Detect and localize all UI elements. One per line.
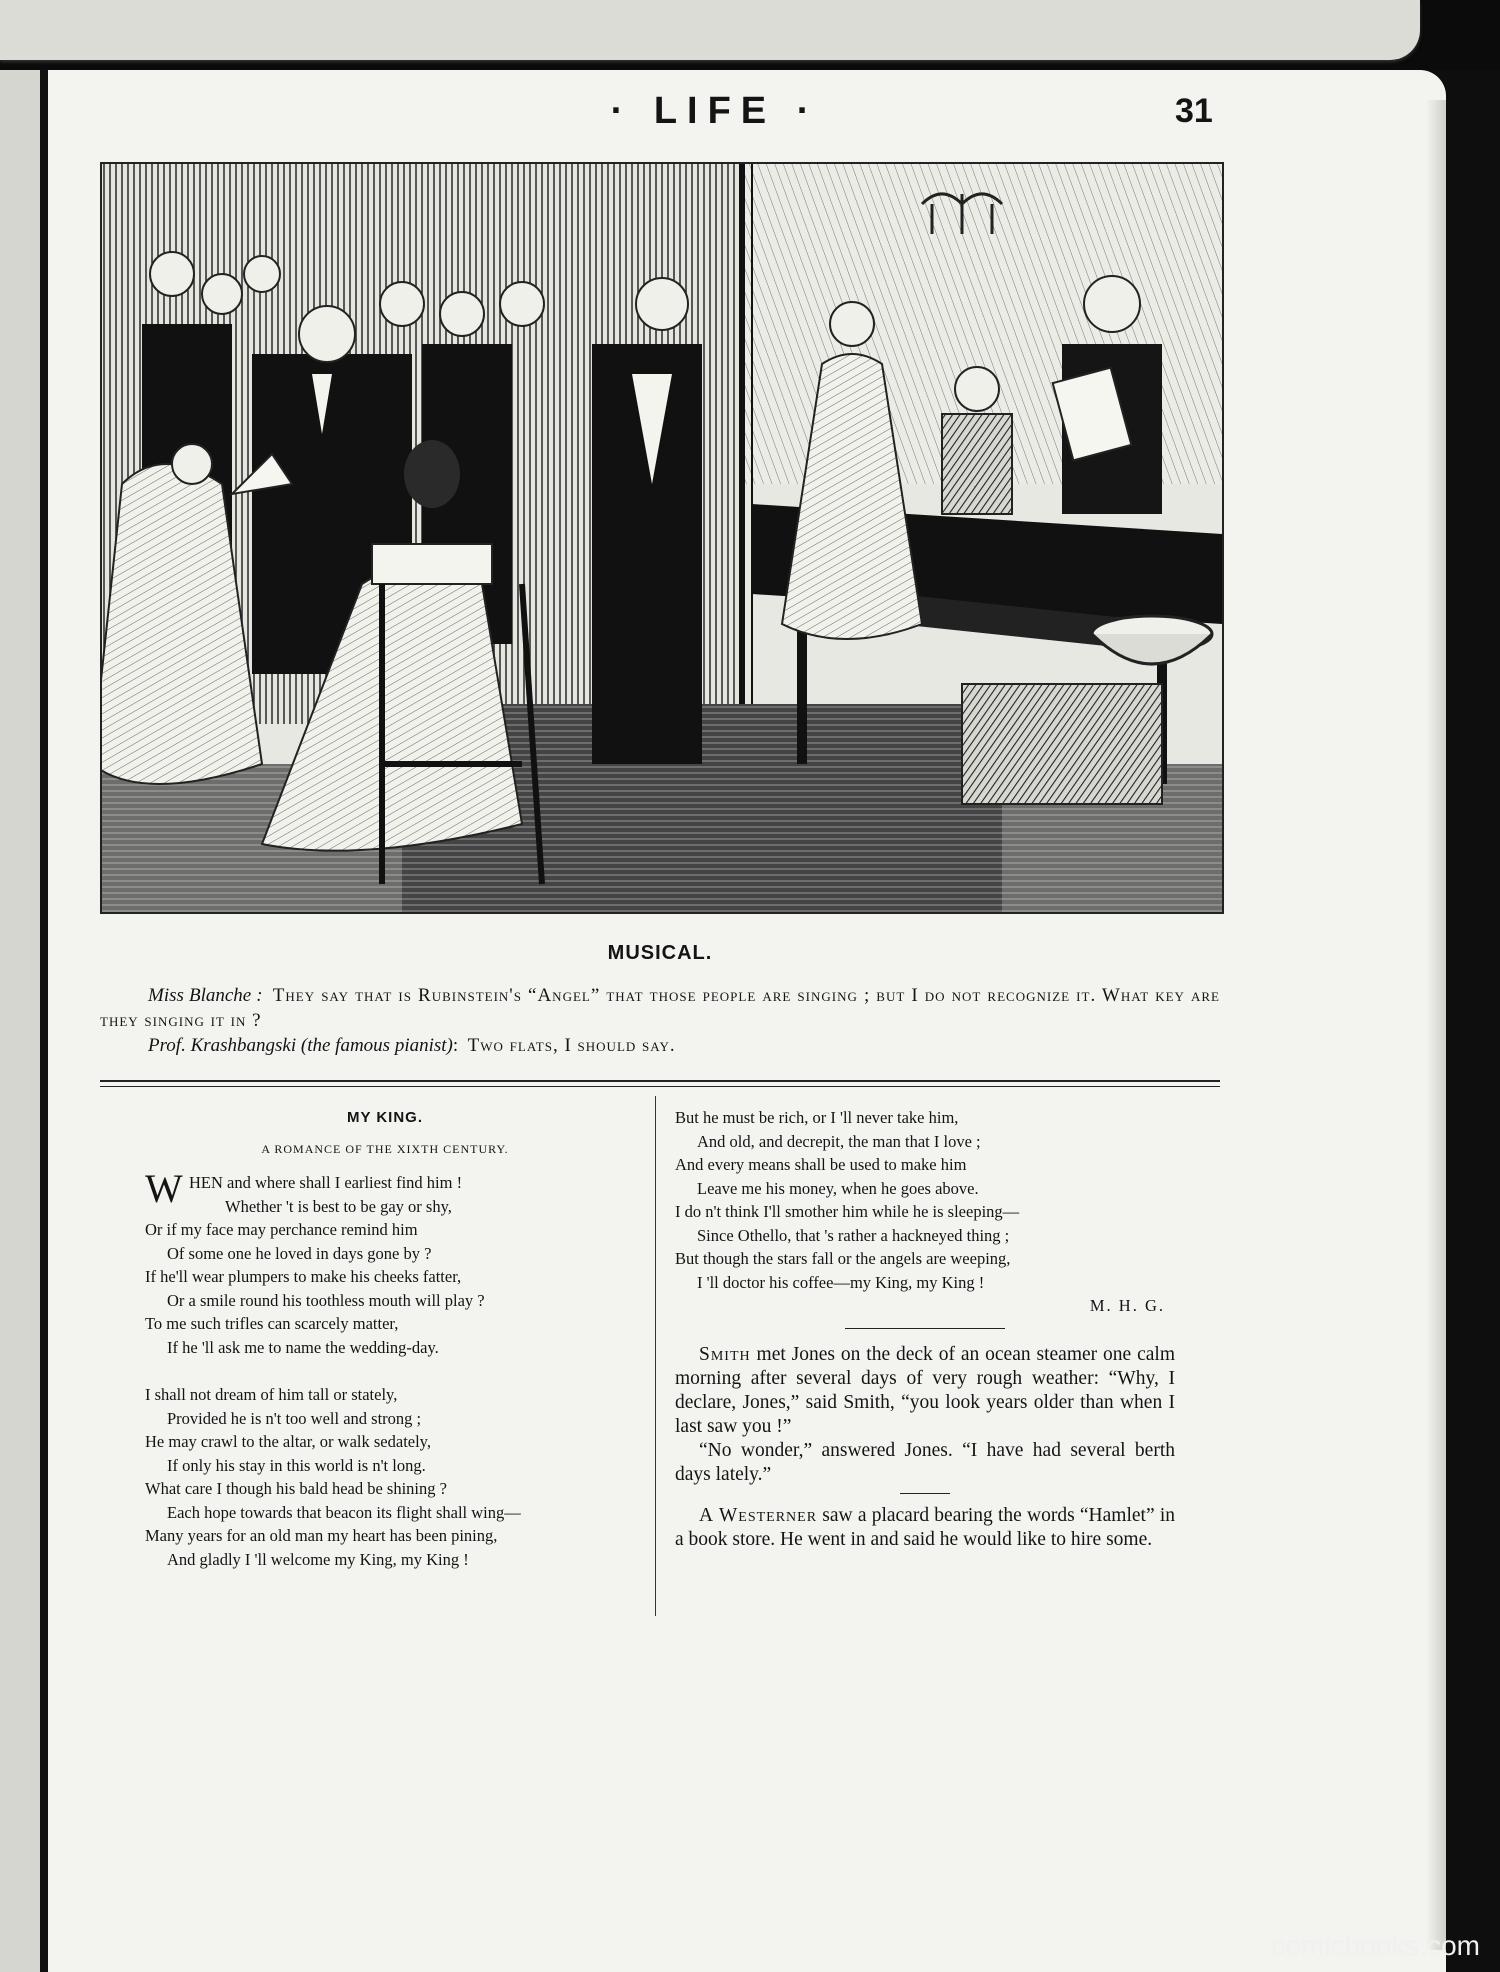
poem-line: Of some one he loved in days gone by ? [167, 1243, 432, 1263]
cartoon-illustration [100, 162, 1224, 914]
speaker-aside: (the famous pianist) [300, 1035, 453, 1056]
poem-title: MY KING. [346, 1109, 424, 1126]
poem-line: But though the stars fall or the angels are weeping, [675, 1249, 1011, 1268]
poem-column-right [675, 1106, 1175, 1552]
previous-page-edge [0, 0, 1420, 60]
joke-smith-jones-reply: “No wonder,” answered Jones. “I have had several berth days lately.” [675, 1439, 1175, 1485]
poem-line: If only his stay in this world is n't long. [167, 1455, 426, 1475]
speaker-miss-blanche: Miss Blanche : [148, 985, 263, 1006]
divider-rule [845, 1328, 1005, 1329]
poem-line: And old, and decrepit, the man that I love ; [697, 1131, 981, 1151]
binding-rule [40, 70, 48, 1972]
column-divider [655, 1096, 656, 1616]
poem-line: What care I though his bald head be shining ? [145, 1479, 447, 1498]
poem-line: He may crawl to the altar, or walk sedately, [145, 1432, 431, 1451]
poem-line: Each hope towards that beacon its flight shall wing— [167, 1502, 521, 1522]
page-number: 31 [1175, 92, 1213, 130]
caption-title: MUSICAL. [607, 942, 713, 964]
poem-line: I shall not dream of him tall or stately, [145, 1385, 398, 1404]
section-rule-thin [100, 1086, 1220, 1087]
divider-rule-short [900, 1493, 950, 1494]
poem-line: Whether 't is best to be gay or shy, [225, 1196, 452, 1216]
joke-westerner: A Westerner saw a placard bearing the words “Hamlet” in a book store. He went in and said he would like to hire some. [675, 1504, 1175, 1550]
poem-line: If he'll wear plumpers to make his cheeks fatter, [145, 1267, 462, 1286]
joke-smith-jones: Smith met Jones on the deck of an ocean steamer one calm morning after several days of very rough weather: “Why, I declare, Jones,” said Smith, “you look years older than when I last saw you !” [675, 1343, 1175, 1437]
poem-line: Provided he is n't too well and strong ; [167, 1408, 422, 1428]
poem-line: Leave me his money, when he goes above. [697, 1178, 979, 1198]
poem-subtitle: A ROMANCE OF THE XIXTH CENTURY. [261, 1141, 509, 1156]
poem-line: And every means shall be used to make him [675, 1155, 967, 1174]
site-watermark: comicbooks.com [1271, 1930, 1480, 1961]
magazine-title: · LIFE · [610, 90, 820, 132]
dialogue-line-1: They say that is Rubinstein's “Angel” that those people are singing ; but I do not recognize it. What key are they singing it in ? [100, 985, 1221, 1031]
poem-line: To me such trifles can scarcely matter, [145, 1314, 399, 1333]
poem-line: If he 'll ask me to name the wedding-day. [167, 1337, 439, 1357]
left-page-edge [0, 70, 40, 1972]
poem-signature: M. H. G. [1089, 1296, 1165, 1315]
poem-line: W HEN and where shall I earliest find him ! [145, 1166, 463, 1211]
poem-line: And gladly I 'll welcome my King, my King ! [167, 1549, 469, 1569]
poem-line: Since Othello, that 's rather a hackneyed thing ; [697, 1225, 1010, 1245]
poem-line: Or a smile round his toothless mouth will play ? [167, 1290, 485, 1310]
speaker-prof-krashbangski: Prof. Krashbangski [148, 1035, 297, 1056]
section-rule [100, 1080, 1220, 1082]
poem-line: Many years for an old man my heart has been pining, [145, 1526, 498, 1545]
dialogue-line-2: Two flats, I should say. [467, 1035, 676, 1056]
poem-line: I 'll doctor his coffee—my King, my King ! [697, 1272, 985, 1292]
poem-line: Or if my face may perchance remind him [145, 1220, 418, 1239]
cartoon-caption: Miss Blanche : They say that is Rubinstein's “Angel” that those people are singing ; but I do not recognize it. What key are they singing it in ? Prof. Krashbangski (the famous pianist): Two flats, I should say. [100, 985, 1221, 1056]
drop-cap: W [145, 1166, 183, 1211]
poem-line: I do n't think I'll smother him while he is sleeping— [675, 1202, 1020, 1221]
drawing-room-scene-image [102, 164, 1222, 912]
poem-column-left [145, 1106, 625, 1571]
poem-line: But he must be rich, or I 'll never take him, [675, 1108, 959, 1127]
